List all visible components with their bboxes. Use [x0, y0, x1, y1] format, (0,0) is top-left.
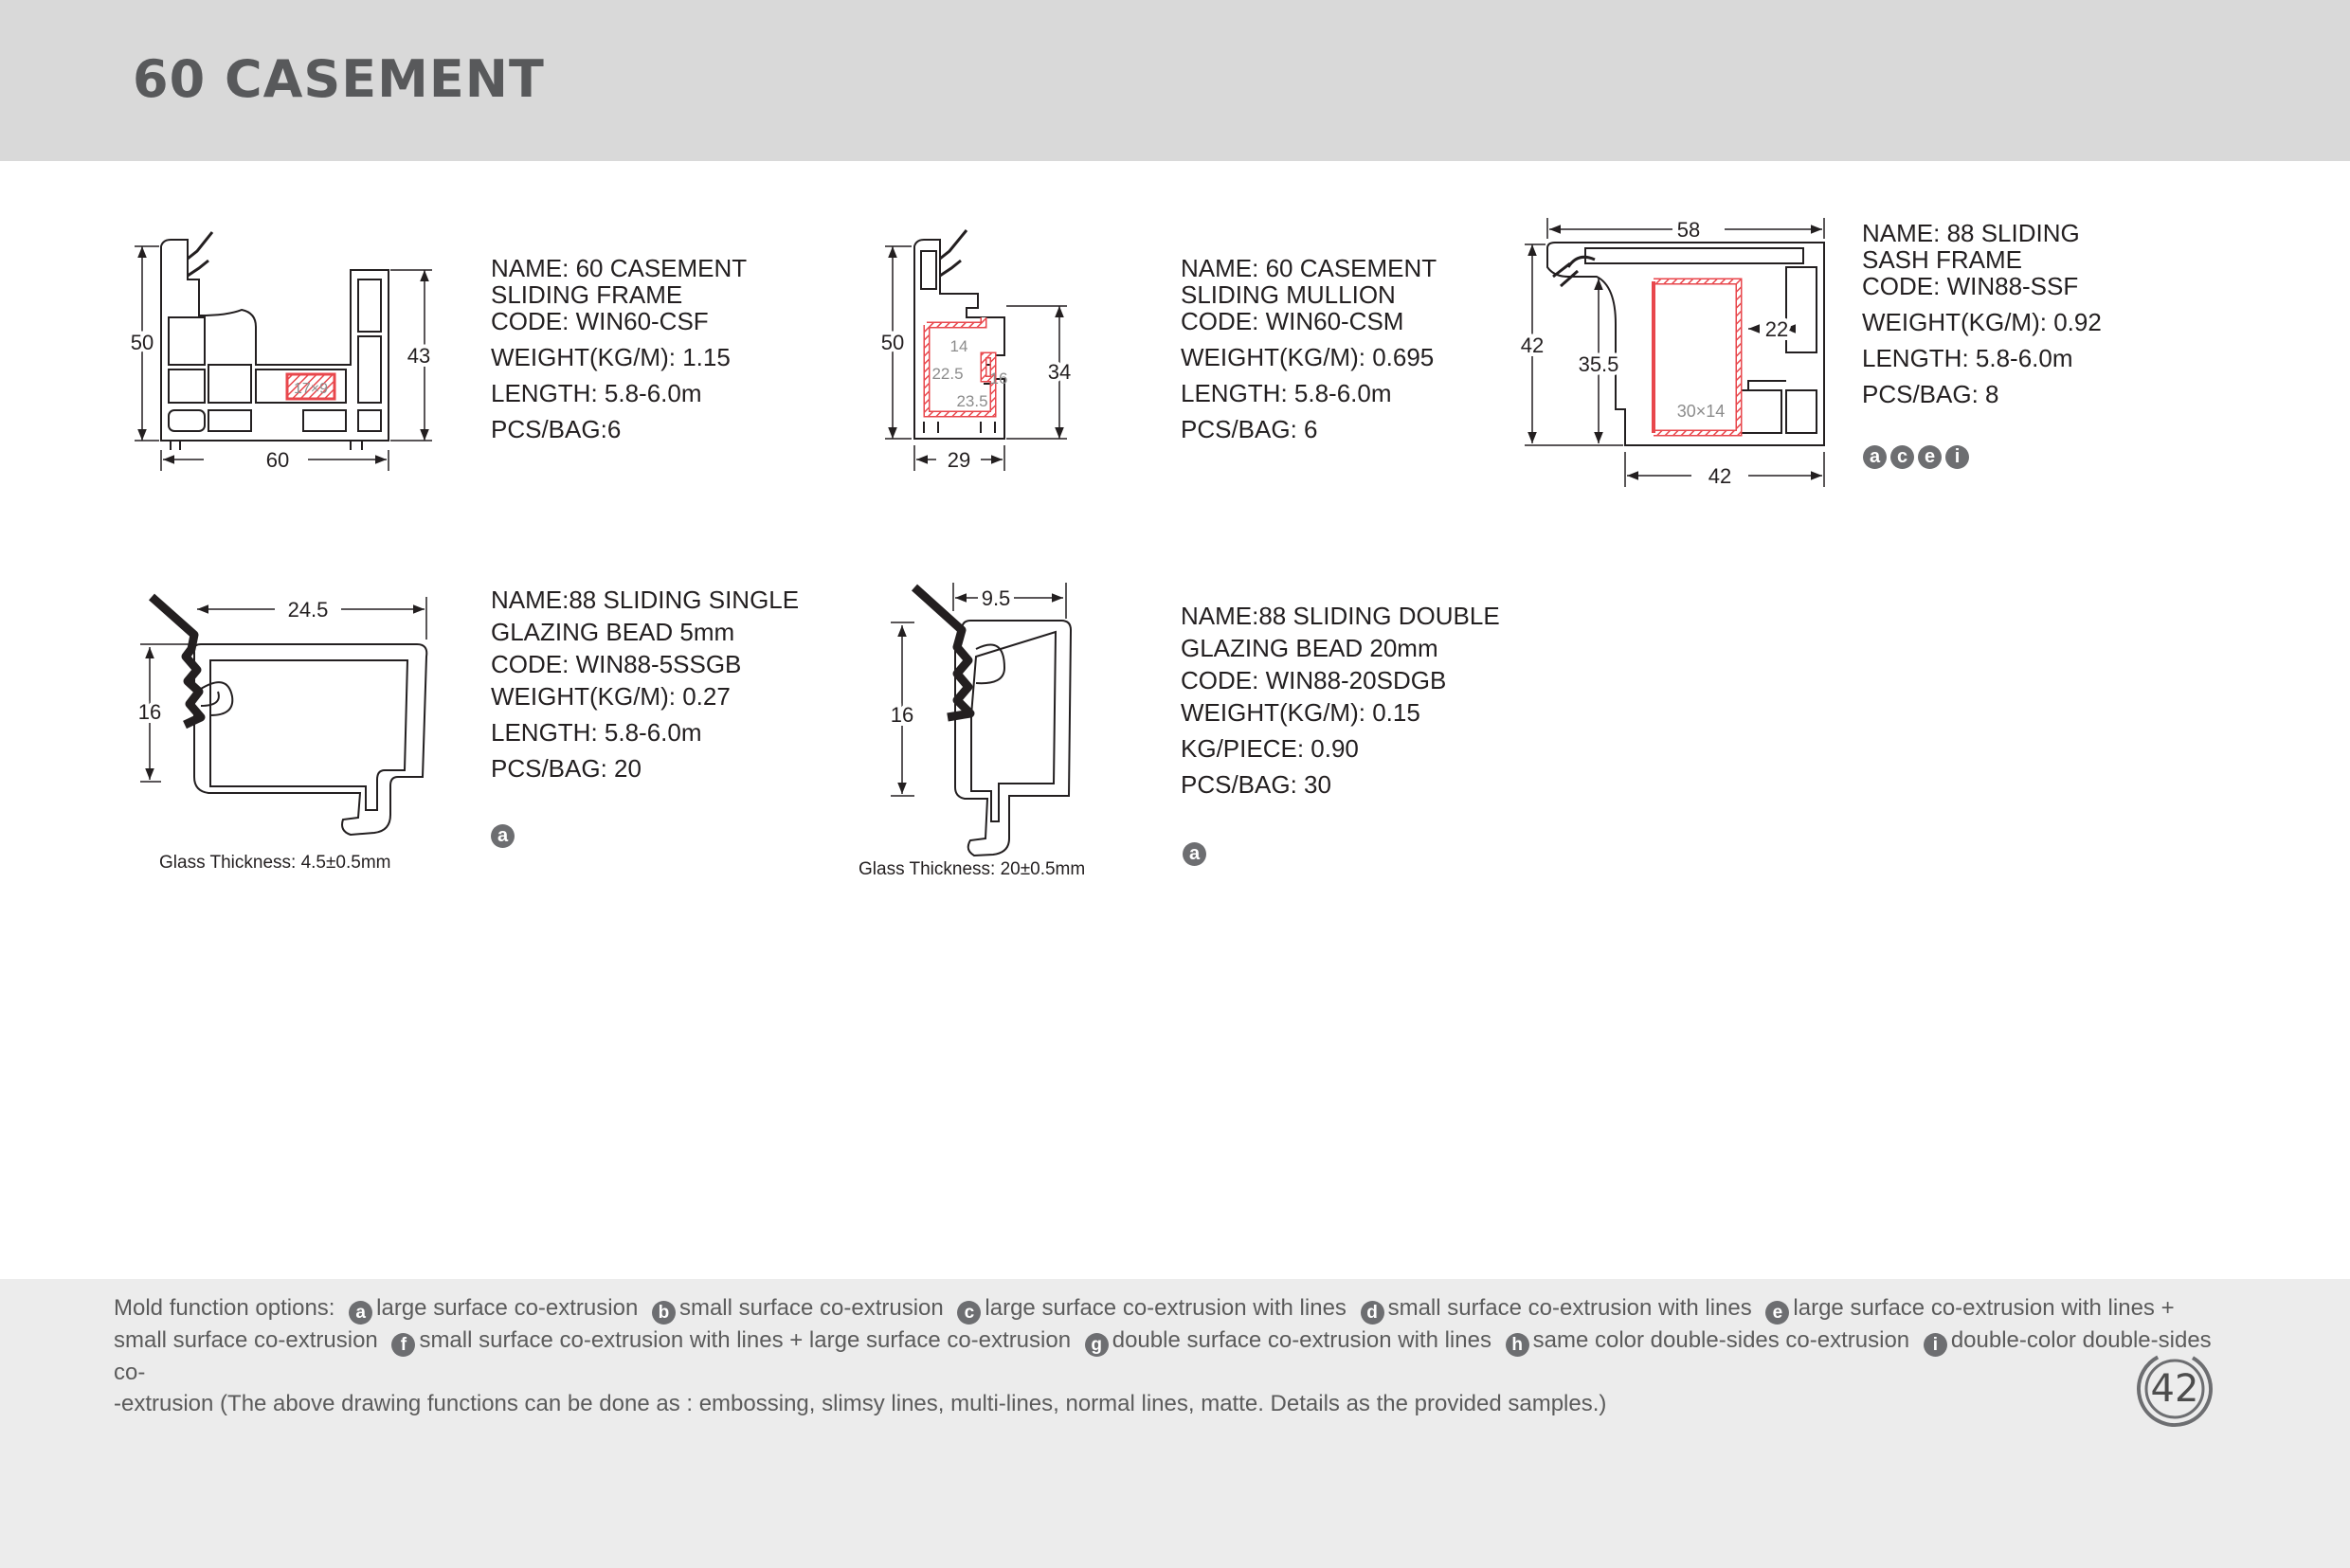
badge-icon: a [1183, 842, 1206, 866]
spec-name: NAME:88 SLIDING DOUBLE [1181, 602, 1500, 630]
badge-icon: i [1945, 445, 1969, 469]
mold-option-badges-single-glazing-bead [491, 824, 515, 848]
badge-icon: a [1863, 445, 1887, 469]
steel-right-dim: 16 [989, 369, 1008, 387]
footer-note: -extrusion (The above drawing functions can be done as : embossing, slimsy lines, multi-lines, normal lines, matte. Details as the provided samples.) [114, 1391, 1607, 1416]
spec-code: CODE: WIN88-20SDGB [1181, 666, 1447, 694]
badge-icon: e [1918, 445, 1942, 469]
option-badge-icon: f [391, 1333, 415, 1357]
product-spec-double-glazing-bead [1181, 600, 1500, 801]
option-badge-icon: a [349, 1301, 372, 1325]
option-badge-icon: h [1506, 1333, 1529, 1357]
insert-label: 17×9 [293, 381, 329, 397]
spec-code: CODE: WIN88-SSF [1862, 272, 2079, 300]
dim-width: 29 [947, 448, 971, 472]
steel-left-dim: 22.5 [931, 365, 964, 383]
product-spec-sliding-mullion [1181, 252, 1437, 445]
dim-height: 16 [137, 700, 162, 724]
steel-top-dim: 14 [949, 337, 968, 355]
dim-width: 24.5 [287, 598, 329, 622]
option-text: same color double-sides co-extrusion [1532, 1327, 1910, 1353]
spec-pcs: PCS/BAG:6 [491, 415, 622, 443]
option-text: small surface co-extrusion with lines [1387, 1295, 1752, 1321]
option-text: large surface co-extrusion [376, 1295, 639, 1321]
spec-pcs: PCS/BAG: 20 [491, 754, 642, 783]
steel-bottom-dim: 23.5 [956, 392, 988, 410]
product-spec-single-glazing-bead [491, 584, 799, 784]
profile-drawing-sash-frame [1511, 210, 1834, 495]
option-text: large surface co-extrusion with lines + small surface co-extrusion [114, 1295, 2175, 1353]
dim-height-right: 43 [407, 344, 431, 368]
spec-code: CODE: WIN88-5SSGB [491, 650, 742, 678]
spec-weight: WEIGHT(KG/M): 0.92 [1862, 308, 2102, 336]
dim-width-bottom: 42 [1708, 464, 1732, 488]
dim-height: 50 [130, 331, 154, 354]
badge-icon: c [1890, 445, 1914, 469]
profile-drawing-single-glazing-bead [123, 583, 445, 848]
product-spec-sliding-frame [491, 252, 747, 445]
spec-name: NAME: 60 CASEMENT [491, 254, 748, 282]
insert-label: 30×14 [1676, 402, 1726, 421]
glass-thickness-caption: Glass Thickness: 20±0.5mm [859, 859, 1086, 879]
page-number: 42 [2150, 1367, 2199, 1411]
profile-drawing-sliding-mullion [872, 223, 1099, 488]
dim-height: 42 [1520, 333, 1545, 357]
dim-width: 60 [265, 448, 290, 472]
option-badge-icon: g [1085, 1333, 1109, 1357]
spec-name-cont: SLIDING MULLION [1181, 280, 1396, 309]
spec-name-cont: SASH FRAME [1862, 245, 2023, 274]
option-text: large surface co-extrusion with lines [985, 1295, 1347, 1321]
glass-thickness-caption: Glass Thickness: 4.5±0.5mm [159, 853, 391, 873]
spec-weight: WEIGHT(KG/M): 0.27 [491, 682, 731, 711]
dim-width: 9.5 [981, 586, 1011, 610]
spec-name: NAME:88 SLIDING SINGLE [491, 586, 800, 614]
spec-name-cont: GLAZING BEAD 5mm [491, 618, 735, 646]
option-text: small surface co-extrusion with lines + large surface co-extrusion [419, 1327, 1072, 1353]
spec-weight: WEIGHT(KG/M): 0.15 [1181, 698, 1420, 727]
spec-length: LENGTH: 5.8-6.0m [1862, 344, 2073, 372]
spec-code: CODE: WIN60-CSM [1181, 307, 1404, 335]
spec-length: LENGTH: 5.8-6.0m [491, 718, 702, 747]
spec-length: LENGTH: 5.8-6.0m [1181, 379, 1392, 407]
spec-pcs: PCS/BAG: 30 [1181, 770, 1331, 799]
footer-intro: Mold function options: [114, 1295, 335, 1321]
dim-height: 50 [880, 331, 905, 354]
option-badge-icon: i [1924, 1333, 1947, 1357]
spec-pcs: PCS/BAG: 6 [1181, 415, 1318, 443]
profile-drawing-double-glazing-bead [872, 573, 1099, 867]
option-text: small surface co-extrusion [678, 1295, 944, 1321]
option-badge-icon: c [957, 1301, 981, 1325]
page-title: 60 CASEMENT [133, 49, 545, 109]
spec-kg-piece: KG/PIECE: 0.90 [1181, 734, 1359, 763]
spec-weight: WEIGHT(KG/M): 1.15 [491, 343, 731, 371]
option-badge-icon: b [652, 1301, 676, 1325]
dim-width-top: 58 [1676, 218, 1701, 242]
spec-pcs: PCS/BAG: 8 [1862, 380, 1999, 408]
spec-name-cont: SLIDING FRAME [491, 280, 683, 309]
profile-drawing-sliding-frame [114, 223, 455, 488]
spec-length: LENGTH: 5.8-6.0m [491, 379, 702, 407]
dim-height-right: 34 [1047, 360, 1072, 384]
option-badge-icon: e [1765, 1301, 1789, 1325]
dim-inner-width: 22 [1764, 317, 1789, 341]
option-text: double surface co-extrusion with lines [1112, 1327, 1491, 1353]
product-spec-sash-frame [1862, 217, 2102, 410]
dim-height: 16 [890, 703, 914, 727]
option-text: double-color double-sides co- [114, 1327, 2212, 1385]
spec-name: NAME: 88 SLIDING [1862, 219, 2080, 247]
spec-weight: WEIGHT(KG/M): 0.695 [1181, 343, 1435, 371]
spec-code: CODE: WIN60-CSF [491, 307, 709, 335]
option-badge-icon: d [1361, 1301, 1384, 1325]
spec-name: NAME: 60 CASEMENT [1181, 254, 1437, 282]
mold-function-options [114, 1292, 2227, 1419]
mold-option-badges-double-glazing-bead [1183, 842, 1206, 866]
spec-name-cont: GLAZING BEAD 20mm [1181, 634, 1438, 662]
dim-height-inner: 35.5 [1578, 352, 1619, 376]
badge-icon: a [491, 824, 515, 848]
mold-option-badges-sash-frame [1863, 445, 1969, 469]
